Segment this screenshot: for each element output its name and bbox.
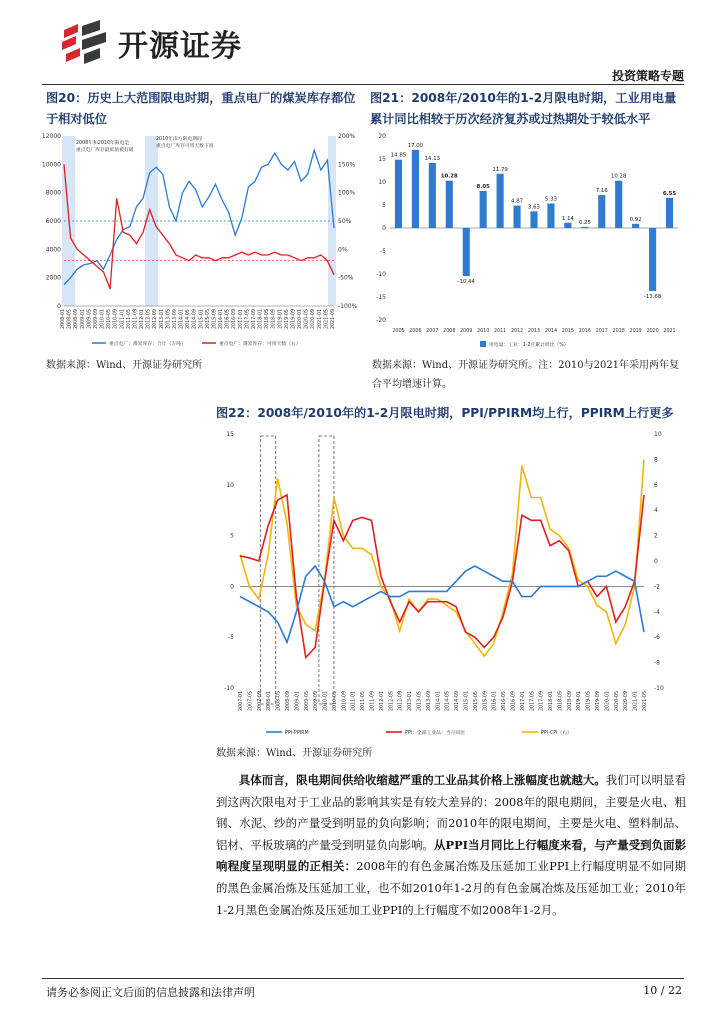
fig20-x-tick: 2020-01 bbox=[298, 309, 304, 330]
company-logo bbox=[60, 20, 242, 66]
fig22-x-tick: 2013-05 bbox=[417, 691, 423, 712]
fig22-x-tick: 2009-01 bbox=[295, 691, 301, 712]
fig22-series-ppi-ppirm bbox=[240, 566, 644, 642]
fig20-annotation-2: 2010年南方限电期间 bbox=[156, 137, 202, 142]
fig22-x-tick: 2014-09 bbox=[455, 691, 461, 712]
fig20-x-tick: 2009-01 bbox=[80, 309, 86, 330]
body-text-2: 2008年的有色金属冶炼及压延加工业PPI上行幅度明显不如同期的黑色金属冶炼及压延加工业，也不如2010年1-2月的有色金属冶炼及压延加工业；2010年1-2月黑色金属冶炼及压延加工业PPI的上行幅度不如2008年1-2月。 bbox=[216, 859, 686, 917]
fig22-x-tick: 2008-05 bbox=[276, 691, 282, 712]
fig21-x-tick: 2009 bbox=[460, 329, 473, 334]
fig22-x-tick: 2017-09 bbox=[539, 691, 545, 712]
body-bold-2: 从PPI当月同比上行幅度来看，与产量受到负面影响程度呈现明显的正相关： bbox=[216, 837, 686, 874]
fig22-y-right-tick: 8 bbox=[654, 456, 658, 464]
fig22-y-right-tick: -10 bbox=[654, 685, 664, 692]
fig20-x-tick: 2013-05 bbox=[166, 309, 172, 330]
fig22-legend-label: PPI-PPIRM bbox=[285, 731, 309, 736]
fig22-x-tick: 2019-05 bbox=[586, 691, 592, 712]
fig21-x-tick: 2017 bbox=[595, 329, 608, 334]
fig21-x-tick: 2018 bbox=[612, 329, 625, 334]
figure21-title: 图21：2008年/2010年的1-2月限电时期，工业用电量累计同比相较于历次经济复苏或过热期处于较低水平 bbox=[370, 91, 677, 126]
fig22-y-left-tick: 0 bbox=[230, 583, 234, 591]
fig22-y-right-tick: -4 bbox=[654, 608, 660, 616]
fig22-x-tick: 2018-09 bbox=[567, 691, 573, 712]
fig21-bar bbox=[429, 163, 436, 228]
fig22-y-left-tick: -5 bbox=[228, 634, 234, 642]
fig20-x-tick: 2015-05 bbox=[205, 309, 211, 330]
logo-mark-icon bbox=[60, 20, 112, 66]
fig20-y-right-tick: 200% bbox=[338, 133, 356, 140]
fig21-data-label: 11.79 bbox=[492, 166, 508, 173]
fig20-x-tick: 2010-05 bbox=[107, 309, 113, 330]
fig21-bar bbox=[412, 150, 419, 228]
fig20-x-tick: 2018-01 bbox=[258, 309, 264, 330]
fig20-x-tick: 2016-01 bbox=[219, 309, 225, 330]
fig20-y-left-tick: 0 bbox=[57, 303, 61, 310]
fig21-x-tick: 2010 bbox=[477, 329, 490, 334]
fig20-x-tick: 2012-01 bbox=[140, 309, 146, 330]
fig20-annotation-2: 重点电厂库存可用天数下滑 bbox=[156, 144, 214, 149]
body-bold-1: 具体而言，限电期间供给收缩越严重的工业品其价格上涨幅度也就越大。 bbox=[238, 773, 606, 787]
fig21-y-tick: -10 bbox=[376, 271, 386, 278]
fig20-y-right-tick: -50% bbox=[338, 274, 354, 282]
fig20-x-tick: 2018-05 bbox=[265, 309, 271, 330]
figure20-chart bbox=[41, 130, 360, 352]
fig20-x-tick: 2021-09 bbox=[331, 309, 336, 330]
fig22-x-tick: 2012-09 bbox=[398, 691, 404, 712]
series-tag: 投资策略专题 bbox=[611, 69, 684, 83]
header-divider bbox=[42, 84, 684, 85]
fig21-x-tick: 2021 bbox=[663, 329, 676, 334]
fig22-x-tick: 2020-01 bbox=[605, 691, 611, 712]
fig22-x-tick: 2015-05 bbox=[473, 691, 479, 712]
fig21-y-tick: -5 bbox=[380, 248, 386, 255]
footer-disclaimer: 请务必参阅正文后面的信息披露和法律声明 bbox=[46, 986, 255, 999]
fig22-x-tick: 2008-09 bbox=[285, 691, 291, 712]
figure22-chart bbox=[216, 426, 686, 742]
fig21-y-tick: -15 bbox=[376, 294, 386, 301]
fig21-x-tick: 2007 bbox=[426, 329, 439, 334]
fig22-y-right-tick: 6 bbox=[654, 481, 658, 489]
figure22-title: 图22：2008年/2010年的1-2月限电时期，PPI/PPIRM均上行，PPIRM上行更多 bbox=[216, 406, 674, 420]
fig22-y-right-tick: 10 bbox=[654, 431, 662, 438]
fig20-x-tick: 2019-09 bbox=[291, 309, 297, 330]
fig22-x-tick: 2021-01 bbox=[633, 691, 639, 712]
fig21-data-label: 0.25 bbox=[578, 219, 591, 226]
fig20-y-right-tick: 150% bbox=[338, 161, 356, 169]
fig21-x-tick: 2013 bbox=[527, 329, 541, 334]
fig21-bar bbox=[480, 191, 487, 228]
fig20-x-tick: 2016-09 bbox=[232, 309, 238, 330]
fig22-x-tick: 2010-01 bbox=[323, 691, 329, 712]
fig20-x-tick: 2015-01 bbox=[199, 309, 205, 330]
fig22-period-box-0 bbox=[261, 436, 276, 704]
fig20-y-left-tick: 10000 bbox=[41, 161, 61, 169]
fig22-x-tick: 2019-01 bbox=[577, 691, 583, 712]
fig20-y-right-tick: 50% bbox=[338, 218, 352, 225]
fig22-y-right-tick: 0 bbox=[654, 558, 658, 565]
fig22-legend-label: PPI-CPI（右） bbox=[541, 731, 572, 736]
fig21-x-tick: 2008 bbox=[443, 329, 456, 334]
fig21-y-tick: 10 bbox=[378, 179, 386, 186]
fig21-bar bbox=[666, 198, 673, 228]
fig21-y-tick: 15 bbox=[378, 156, 386, 163]
fig20-y-right-tick: 0% bbox=[338, 246, 348, 254]
fig20-x-tick: 2012-05 bbox=[146, 309, 152, 330]
fig20-x-tick: 2009-09 bbox=[93, 309, 99, 330]
fig21-legend-label: 用电量：工业：1-2月累计同比（%） bbox=[489, 343, 569, 348]
fig20-legend-label: 重点电厂：煤炭库存：可用天数（右） bbox=[219, 342, 301, 347]
fig20-x-tick: 2017-09 bbox=[251, 309, 257, 330]
fig21-bar bbox=[530, 211, 537, 228]
fig21-bar bbox=[615, 181, 622, 228]
fig22-x-tick: 2021-05 bbox=[643, 691, 648, 712]
fig20-y-right-tick: -100% bbox=[338, 303, 358, 310]
figure20-source: 数据来源：Wind、开源证券研究所 bbox=[46, 360, 203, 371]
fig21-bar bbox=[598, 195, 605, 228]
fig21-legend-swatch bbox=[480, 341, 486, 347]
fig22-x-tick: 2011-09 bbox=[370, 691, 376, 712]
fig21-data-label: 6.55 bbox=[662, 190, 677, 197]
fig22-x-tick: 2020-09 bbox=[624, 691, 630, 712]
fig21-data-label: 10.28 bbox=[440, 173, 458, 180]
fig21-data-label: 0.92 bbox=[629, 216, 642, 223]
fig22-x-tick: 2007-05 bbox=[248, 691, 254, 712]
fig20-x-tick: 2010-09 bbox=[113, 309, 119, 330]
fig22-y-right-tick: 4 bbox=[654, 507, 658, 515]
fig21-data-label: 17.00 bbox=[407, 142, 424, 149]
fig22-y-right-tick: 2 bbox=[654, 532, 658, 540]
fig22-y-right-tick: -8 bbox=[654, 659, 660, 667]
fig20-x-tick: 2016-05 bbox=[225, 309, 231, 330]
fig20-x-tick: 2020-09 bbox=[311, 309, 317, 330]
fig20-x-tick: 2009-05 bbox=[87, 309, 93, 330]
fig21-x-tick: 2005 bbox=[392, 329, 405, 334]
fig22-x-tick: 2012-01 bbox=[379, 691, 385, 712]
fig20-x-tick: 2019-01 bbox=[278, 309, 284, 330]
fig22-y-left-tick: 15 bbox=[226, 431, 234, 438]
fig20-x-tick: 2014-01 bbox=[179, 309, 185, 330]
fig21-data-label: 8.05 bbox=[476, 183, 490, 190]
fig20-x-tick: 2014-09 bbox=[192, 309, 198, 330]
fig21-bar bbox=[581, 227, 588, 228]
fig21-bar bbox=[463, 228, 470, 276]
company-name: 开源证券 bbox=[118, 29, 242, 64]
fig22-x-tick: 2019-09 bbox=[596, 691, 602, 712]
fig22-x-tick: 2012-05 bbox=[389, 691, 395, 712]
footer-divider bbox=[42, 978, 684, 979]
fig21-bar bbox=[395, 160, 402, 228]
fig22-x-tick: 2011-05 bbox=[361, 691, 367, 712]
fig21-data-label: 3.63 bbox=[527, 204, 541, 211]
fig20-x-tick: 2011-01 bbox=[120, 309, 126, 330]
fig22-y-left-tick: -10 bbox=[224, 685, 234, 692]
fig21-x-tick: 2015 bbox=[561, 329, 574, 334]
fig20-x-tick: 2011-05 bbox=[126, 309, 132, 330]
fig22-x-tick: 2010-09 bbox=[342, 691, 348, 712]
fig22-y-right-tick: -2 bbox=[654, 583, 660, 591]
fig20-x-tick: 2013-01 bbox=[159, 309, 165, 330]
fig22-x-tick: 2008-01 bbox=[267, 691, 273, 712]
fig21-data-label: 14.85 bbox=[390, 152, 407, 159]
fig20-x-tick: 2017-05 bbox=[245, 309, 251, 330]
fig20-annotation-1: 2008年和2010年限电是 bbox=[76, 141, 130, 146]
fig20-y-left-tick: 6000 bbox=[45, 218, 61, 225]
fig20-x-tick: 2013-09 bbox=[172, 309, 178, 330]
fig20-x-tick: 2008-09 bbox=[74, 309, 80, 330]
figure21-source: 数据来源：Wind、开源证券研究所。注：2010与2021年采用两年复合平均增速计算。 bbox=[372, 360, 680, 390]
fig21-data-label: 7.16 bbox=[595, 188, 608, 195]
fig22-x-tick: 2015-09 bbox=[483, 691, 489, 712]
fig20-x-tick: 2021-01 bbox=[317, 309, 323, 330]
fig20-y-left-tick: 8000 bbox=[45, 189, 61, 197]
fig20-x-tick: 2015-09 bbox=[212, 309, 218, 330]
fig22-x-tick: 2018-01 bbox=[549, 691, 555, 712]
fig22-legend-label: PPI：全部工业品：当月同比 bbox=[405, 731, 465, 736]
figure20-title: 图20：历史上大范围限电时期，重点电厂的煤炭库存都位于相对低位 bbox=[46, 91, 356, 126]
fig22-x-tick: 2016-05 bbox=[502, 691, 508, 712]
fig22-series-ppi bbox=[240, 495, 644, 658]
body-paragraph bbox=[216, 770, 686, 921]
page-number: 10 / 22 bbox=[643, 984, 682, 997]
fig22-x-tick: 2018-05 bbox=[558, 691, 564, 712]
fig22-x-tick: 2013-01 bbox=[408, 691, 414, 712]
figure21-chart bbox=[368, 130, 686, 352]
fig22-x-tick: 2020-05 bbox=[614, 691, 620, 712]
fig21-bar bbox=[514, 206, 521, 228]
fig20-x-tick: 2010-01 bbox=[100, 309, 106, 330]
fig20-x-tick: 2008-01 bbox=[61, 309, 66, 330]
fig21-data-label: 14.13 bbox=[424, 156, 441, 163]
fig21-y-tick: 5 bbox=[382, 202, 386, 209]
fig21-bar bbox=[564, 223, 571, 228]
fig20-x-tick: 2014-05 bbox=[186, 309, 192, 330]
fig21-x-tick: 2020 bbox=[646, 329, 659, 334]
fig21-bar bbox=[497, 174, 504, 228]
fig21-data-label: -13.68 bbox=[643, 293, 662, 300]
fig20-x-tick: 2019-05 bbox=[284, 309, 290, 330]
fig22-x-tick: 2011-01 bbox=[351, 691, 357, 712]
figure22-source: 数据来源：Wind、开源证券研究所 bbox=[216, 748, 373, 759]
fig21-x-tick: 2006 bbox=[409, 329, 422, 334]
fig21-x-tick: 2011 bbox=[494, 329, 507, 334]
fig22-x-tick: 2017-05 bbox=[530, 691, 536, 712]
fig22-x-tick: 2015-01 bbox=[464, 691, 470, 712]
fig22-x-tick: 2007-01 bbox=[239, 691, 244, 712]
fig21-data-label: 5.33 bbox=[544, 196, 557, 203]
fig21-x-tick: 2019 bbox=[629, 329, 642, 334]
fig20-y-right-tick: 100% bbox=[338, 189, 356, 197]
fig21-bar bbox=[649, 228, 656, 291]
fig21-data-label: 10.28 bbox=[610, 173, 627, 180]
fig21-data-label: -10.44 bbox=[457, 279, 475, 286]
fig22-x-tick: 2016-09 bbox=[511, 691, 517, 712]
fig22-y-left-tick: 10 bbox=[226, 481, 234, 489]
fig20-x-tick: 2017-01 bbox=[238, 309, 244, 330]
fig20-series-days bbox=[64, 164, 334, 289]
fig22-x-tick: 2014-05 bbox=[445, 691, 451, 712]
fig21-bar bbox=[632, 224, 639, 228]
fig22-x-tick: 2013-09 bbox=[426, 691, 432, 712]
fig22-y-right-tick: -6 bbox=[654, 634, 660, 642]
fig22-x-tick: 2009-05 bbox=[304, 691, 310, 712]
fig22-x-tick: 2007-09 bbox=[257, 691, 263, 712]
fig20-series-stock bbox=[64, 150, 334, 285]
fig21-bar bbox=[446, 181, 453, 228]
fig22-x-tick: 2017-01 bbox=[520, 691, 526, 712]
fig20-legend-label: 重点电厂：煤炭库存：合计（万吨） bbox=[109, 342, 186, 347]
fig20-x-tick: 2008-05 bbox=[67, 309, 73, 330]
fig21-x-tick: 2014 bbox=[544, 329, 558, 334]
fig21-x-tick: 2012 bbox=[510, 329, 524, 334]
fig22-x-tick: 2010-05 bbox=[332, 691, 338, 712]
fig20-y-left-tick: 2000 bbox=[45, 274, 61, 282]
fig20-x-tick: 2011-09 bbox=[133, 309, 139, 330]
fig21-bar bbox=[547, 203, 554, 228]
fig20-x-tick: 2012-09 bbox=[153, 309, 159, 330]
body-text-1: 我们可以明显看到这两次限电对于工业品的影响其实是有较大差异的：2008年的限电期间，主要是火电、粗钢、水泥、纱的产量受到明显的负向影响；而2010年的限电期间，主要是火电、塑料制品、铝材、平板玻璃的产量受到明显负向影响。 bbox=[216, 773, 686, 852]
fig20-y-left-tick: 12000 bbox=[41, 133, 61, 140]
fig22-y-left-tick: 5 bbox=[230, 532, 234, 540]
fig22-x-tick: 2014-01 bbox=[436, 691, 442, 712]
fig21-y-tick: 20 bbox=[378, 133, 386, 140]
fig20-y-left-tick: 4000 bbox=[45, 246, 61, 254]
fig22-x-tick: 2009-09 bbox=[314, 691, 320, 712]
fig20-x-tick: 2018-09 bbox=[271, 309, 277, 330]
fig21-data-label: 1.14 bbox=[561, 215, 574, 222]
fig21-y-tick: 0 bbox=[382, 225, 386, 232]
fig20-annotation-1: 重点电厂库存最低值被打破 bbox=[76, 148, 134, 153]
fig21-y-tick: -20 bbox=[376, 317, 386, 324]
fig21-data-label: 4.87 bbox=[511, 198, 524, 205]
fig20-x-tick: 2020-05 bbox=[304, 309, 310, 330]
fig21-x-tick: 2016 bbox=[578, 329, 591, 334]
fig20-x-tick: 2021-05 bbox=[324, 309, 330, 330]
fig22-x-tick: 2016-01 bbox=[492, 691, 498, 712]
